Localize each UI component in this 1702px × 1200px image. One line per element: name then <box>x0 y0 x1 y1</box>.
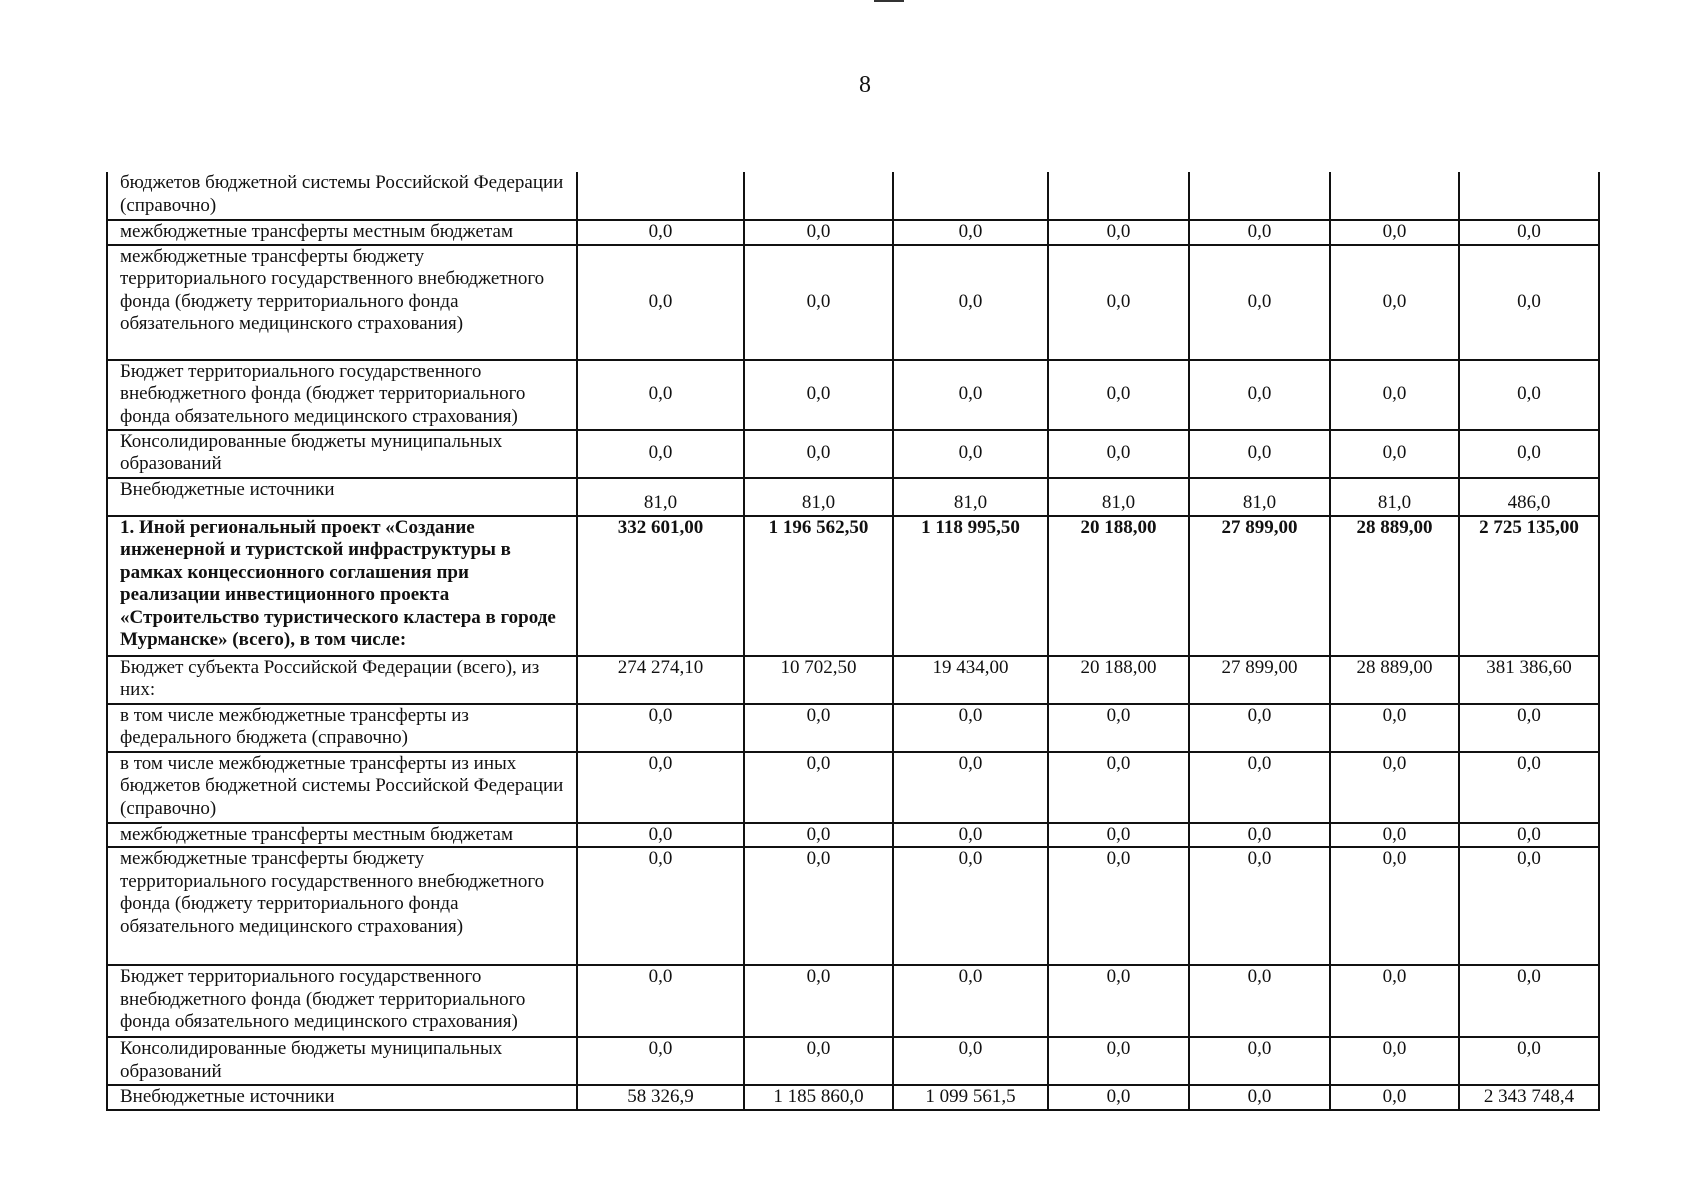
value-cell: 0,0 <box>1459 430 1599 478</box>
value-cell: 0,0 <box>1048 752 1189 823</box>
value-cell: 0,0 <box>1048 823 1189 848</box>
table-row <box>107 752 1599 823</box>
value-cell: 0,0 <box>1330 752 1459 823</box>
value-cell: 0,0 <box>893 1037 1048 1085</box>
value-cell: 0,0 <box>577 245 744 360</box>
value-cell: 81,0 <box>1330 478 1459 516</box>
value-cell: 27 899,00 <box>1189 656 1330 704</box>
row-label: межбюджетные трансферты бюджету территориального государственного внебюджетного фонда (бюджету территориального фонда обязательного медицинского страхования) <box>107 847 577 965</box>
value-cell <box>1330 172 1459 220</box>
value-cell: 0,0 <box>1459 847 1599 965</box>
value-cell: 0,0 <box>893 220 1048 245</box>
value-cell: 0,0 <box>1048 1085 1189 1110</box>
value-cell: 0,0 <box>1189 847 1330 965</box>
value-cell: 0,0 <box>577 823 744 848</box>
value-cell: 0,0 <box>577 704 744 752</box>
value-cell: 0,0 <box>893 360 1048 430</box>
value-cell: 0,0 <box>1330 245 1459 360</box>
value-cell: 0,0 <box>1048 704 1189 752</box>
value-cell: 0,0 <box>1459 360 1599 430</box>
value-cell: 0,0 <box>1048 220 1189 245</box>
value-cell: 0,0 <box>893 965 1048 1037</box>
value-cell: 81,0 <box>744 478 893 516</box>
value-cell: 0,0 <box>893 847 1048 965</box>
value-cell: 0,0 <box>1189 704 1330 752</box>
value-cell <box>744 172 893 220</box>
value-cell: 0,0 <box>1330 847 1459 965</box>
value-cell: 0,0 <box>1189 360 1330 430</box>
value-cell: 0,0 <box>1459 245 1599 360</box>
value-cell: 1 118 995,50 <box>893 516 1048 656</box>
row-label: межбюджетные трансферты местным бюджетам <box>107 220 577 245</box>
value-cell: 20 188,00 <box>1048 516 1189 656</box>
value-cell: 0,0 <box>893 823 1048 848</box>
table-row <box>107 430 1599 478</box>
row-label: межбюджетные трансферты бюджету территориального государственного внебюджетного фонда (бюджету территориального фонда обязательного медицинского страхования) <box>107 245 577 360</box>
value-cell: 0,0 <box>577 360 744 430</box>
table-row <box>107 1037 1599 1085</box>
table-row <box>107 823 1599 848</box>
value-cell: 0,0 <box>744 823 893 848</box>
value-cell: 27 899,00 <box>1189 516 1330 656</box>
row-label: в том числе межбюджетные трансферты из иных бюджетов бюджетной системы Российской Федерации (справочно) <box>107 752 577 823</box>
table-row <box>107 516 1599 656</box>
value-cell: 0,0 <box>1189 245 1330 360</box>
value-cell: 0,0 <box>1330 704 1459 752</box>
value-cell: 0,0 <box>1048 965 1189 1037</box>
value-cell: 28 889,00 <box>1330 656 1459 704</box>
row-label: бюджетов бюджетной системы Российской Федерации (справочно) <box>107 172 577 220</box>
value-cell: 0,0 <box>1459 823 1599 848</box>
value-cell: 0,0 <box>893 704 1048 752</box>
budget-table-body <box>107 172 1599 1110</box>
value-cell: 0,0 <box>577 752 744 823</box>
value-cell: 0,0 <box>1459 752 1599 823</box>
value-cell: 0,0 <box>1459 220 1599 245</box>
value-cell <box>1459 172 1599 220</box>
table-row <box>107 172 1599 220</box>
value-cell: 274 274,10 <box>577 656 744 704</box>
table-row <box>107 965 1599 1037</box>
table-row <box>107 245 1599 360</box>
value-cell: 2 725 135,00 <box>1459 516 1599 656</box>
value-cell: 486,0 <box>1459 478 1599 516</box>
value-cell: 0,0 <box>744 360 893 430</box>
value-cell: 0,0 <box>744 752 893 823</box>
value-cell: 0,0 <box>893 430 1048 478</box>
value-cell: 0,0 <box>744 245 893 360</box>
value-cell: 0,0 <box>577 430 744 478</box>
row-label: в том числе межбюджетные трансферты из федерального бюджета (справочно) <box>107 704 577 752</box>
value-cell: 81,0 <box>893 478 1048 516</box>
value-cell: 0,0 <box>1048 847 1189 965</box>
value-cell: 0,0 <box>744 704 893 752</box>
value-cell: 81,0 <box>1189 478 1330 516</box>
value-cell: 0,0 <box>1330 360 1459 430</box>
value-cell: 0,0 <box>1330 823 1459 848</box>
row-label: 1. Иной региональный проект «Создание инженерной и туристской инфраструктуры в рамках концессионного соглашения при реализации инвестиционного проекта «Строительство туристического кластера в городе Мурманске» (всего), в том числе: <box>107 516 577 656</box>
value-cell: 0,0 <box>1189 220 1330 245</box>
value-cell: 0,0 <box>744 220 893 245</box>
value-cell: 0,0 <box>1189 823 1330 848</box>
page-number: 8 <box>859 72 871 98</box>
table-row <box>107 220 1599 245</box>
value-cell: 20 188,00 <box>1048 656 1189 704</box>
value-cell: 0,0 <box>893 245 1048 360</box>
value-cell: 381 386,60 <box>1459 656 1599 704</box>
table-row <box>107 656 1599 704</box>
top-edge-mark <box>874 0 904 2</box>
row-label: Внебюджетные источники <box>107 1085 577 1110</box>
value-cell: 0,0 <box>1048 245 1189 360</box>
value-cell: 81,0 <box>577 478 744 516</box>
value-cell: 19 434,00 <box>893 656 1048 704</box>
budget-table <box>106 172 1600 1111</box>
value-cell: 0,0 <box>1330 1037 1459 1085</box>
value-cell: 28 889,00 <box>1330 516 1459 656</box>
value-cell: 10 702,50 <box>744 656 893 704</box>
value-cell: 0,0 <box>577 965 744 1037</box>
row-label: Бюджет субъекта Российской Федерации (всего), из них: <box>107 656 577 704</box>
row-label: Консолидированные бюджеты муниципальных образований <box>107 1037 577 1085</box>
value-cell: 332 601,00 <box>577 516 744 656</box>
value-cell: 0,0 <box>1189 430 1330 478</box>
value-cell: 1 196 562,50 <box>744 516 893 656</box>
row-label: Бюджет территориального государственного внебюджетного фонда (бюджет территориального фонда обязательного медицинского страхования) <box>107 965 577 1037</box>
value-cell: 58 326,9 <box>577 1085 744 1110</box>
value-cell: 0,0 <box>1330 1085 1459 1110</box>
value-cell: 0,0 <box>744 847 893 965</box>
value-cell: 0,0 <box>1048 1037 1189 1085</box>
value-cell <box>1048 172 1189 220</box>
row-label: межбюджетные трансферты местным бюджетам <box>107 823 577 848</box>
value-cell: 0,0 <box>577 220 744 245</box>
value-cell: 0,0 <box>1330 965 1459 1037</box>
value-cell: 0,0 <box>577 1037 744 1085</box>
value-cell: 0,0 <box>1189 1085 1330 1110</box>
value-cell: 1 185 860,0 <box>744 1085 893 1110</box>
value-cell: 0,0 <box>893 752 1048 823</box>
value-cell: 0,0 <box>1189 752 1330 823</box>
value-cell <box>893 172 1048 220</box>
table-row <box>107 360 1599 430</box>
row-label: Консолидированные бюджеты муниципальных образований <box>107 430 577 478</box>
value-cell: 0,0 <box>1459 965 1599 1037</box>
value-cell: 0,0 <box>1048 430 1189 478</box>
value-cell: 0,0 <box>577 847 744 965</box>
value-cell <box>577 172 744 220</box>
row-label: Внебюджетные источники <box>107 478 577 516</box>
value-cell <box>1189 172 1330 220</box>
value-cell: 81,0 <box>1048 478 1189 516</box>
value-cell: 0,0 <box>1459 704 1599 752</box>
value-cell: 2 343 748,4 <box>1459 1085 1599 1110</box>
table-row <box>107 478 1599 516</box>
table-row <box>107 704 1599 752</box>
value-cell: 0,0 <box>1459 1037 1599 1085</box>
row-label: Бюджет территориального государственного внебюджетного фонда (бюджет территориального фонда обязательного медицинского страхования) <box>107 360 577 430</box>
table-row <box>107 1085 1599 1110</box>
value-cell: 0,0 <box>1330 220 1459 245</box>
table-row <box>107 847 1599 965</box>
value-cell: 0,0 <box>744 430 893 478</box>
value-cell: 1 099 561,5 <box>893 1085 1048 1110</box>
value-cell: 0,0 <box>1330 430 1459 478</box>
value-cell: 0,0 <box>1048 360 1189 430</box>
value-cell: 0,0 <box>1189 965 1330 1037</box>
value-cell: 0,0 <box>744 965 893 1037</box>
value-cell: 0,0 <box>744 1037 893 1085</box>
value-cell: 0,0 <box>1189 1037 1330 1085</box>
